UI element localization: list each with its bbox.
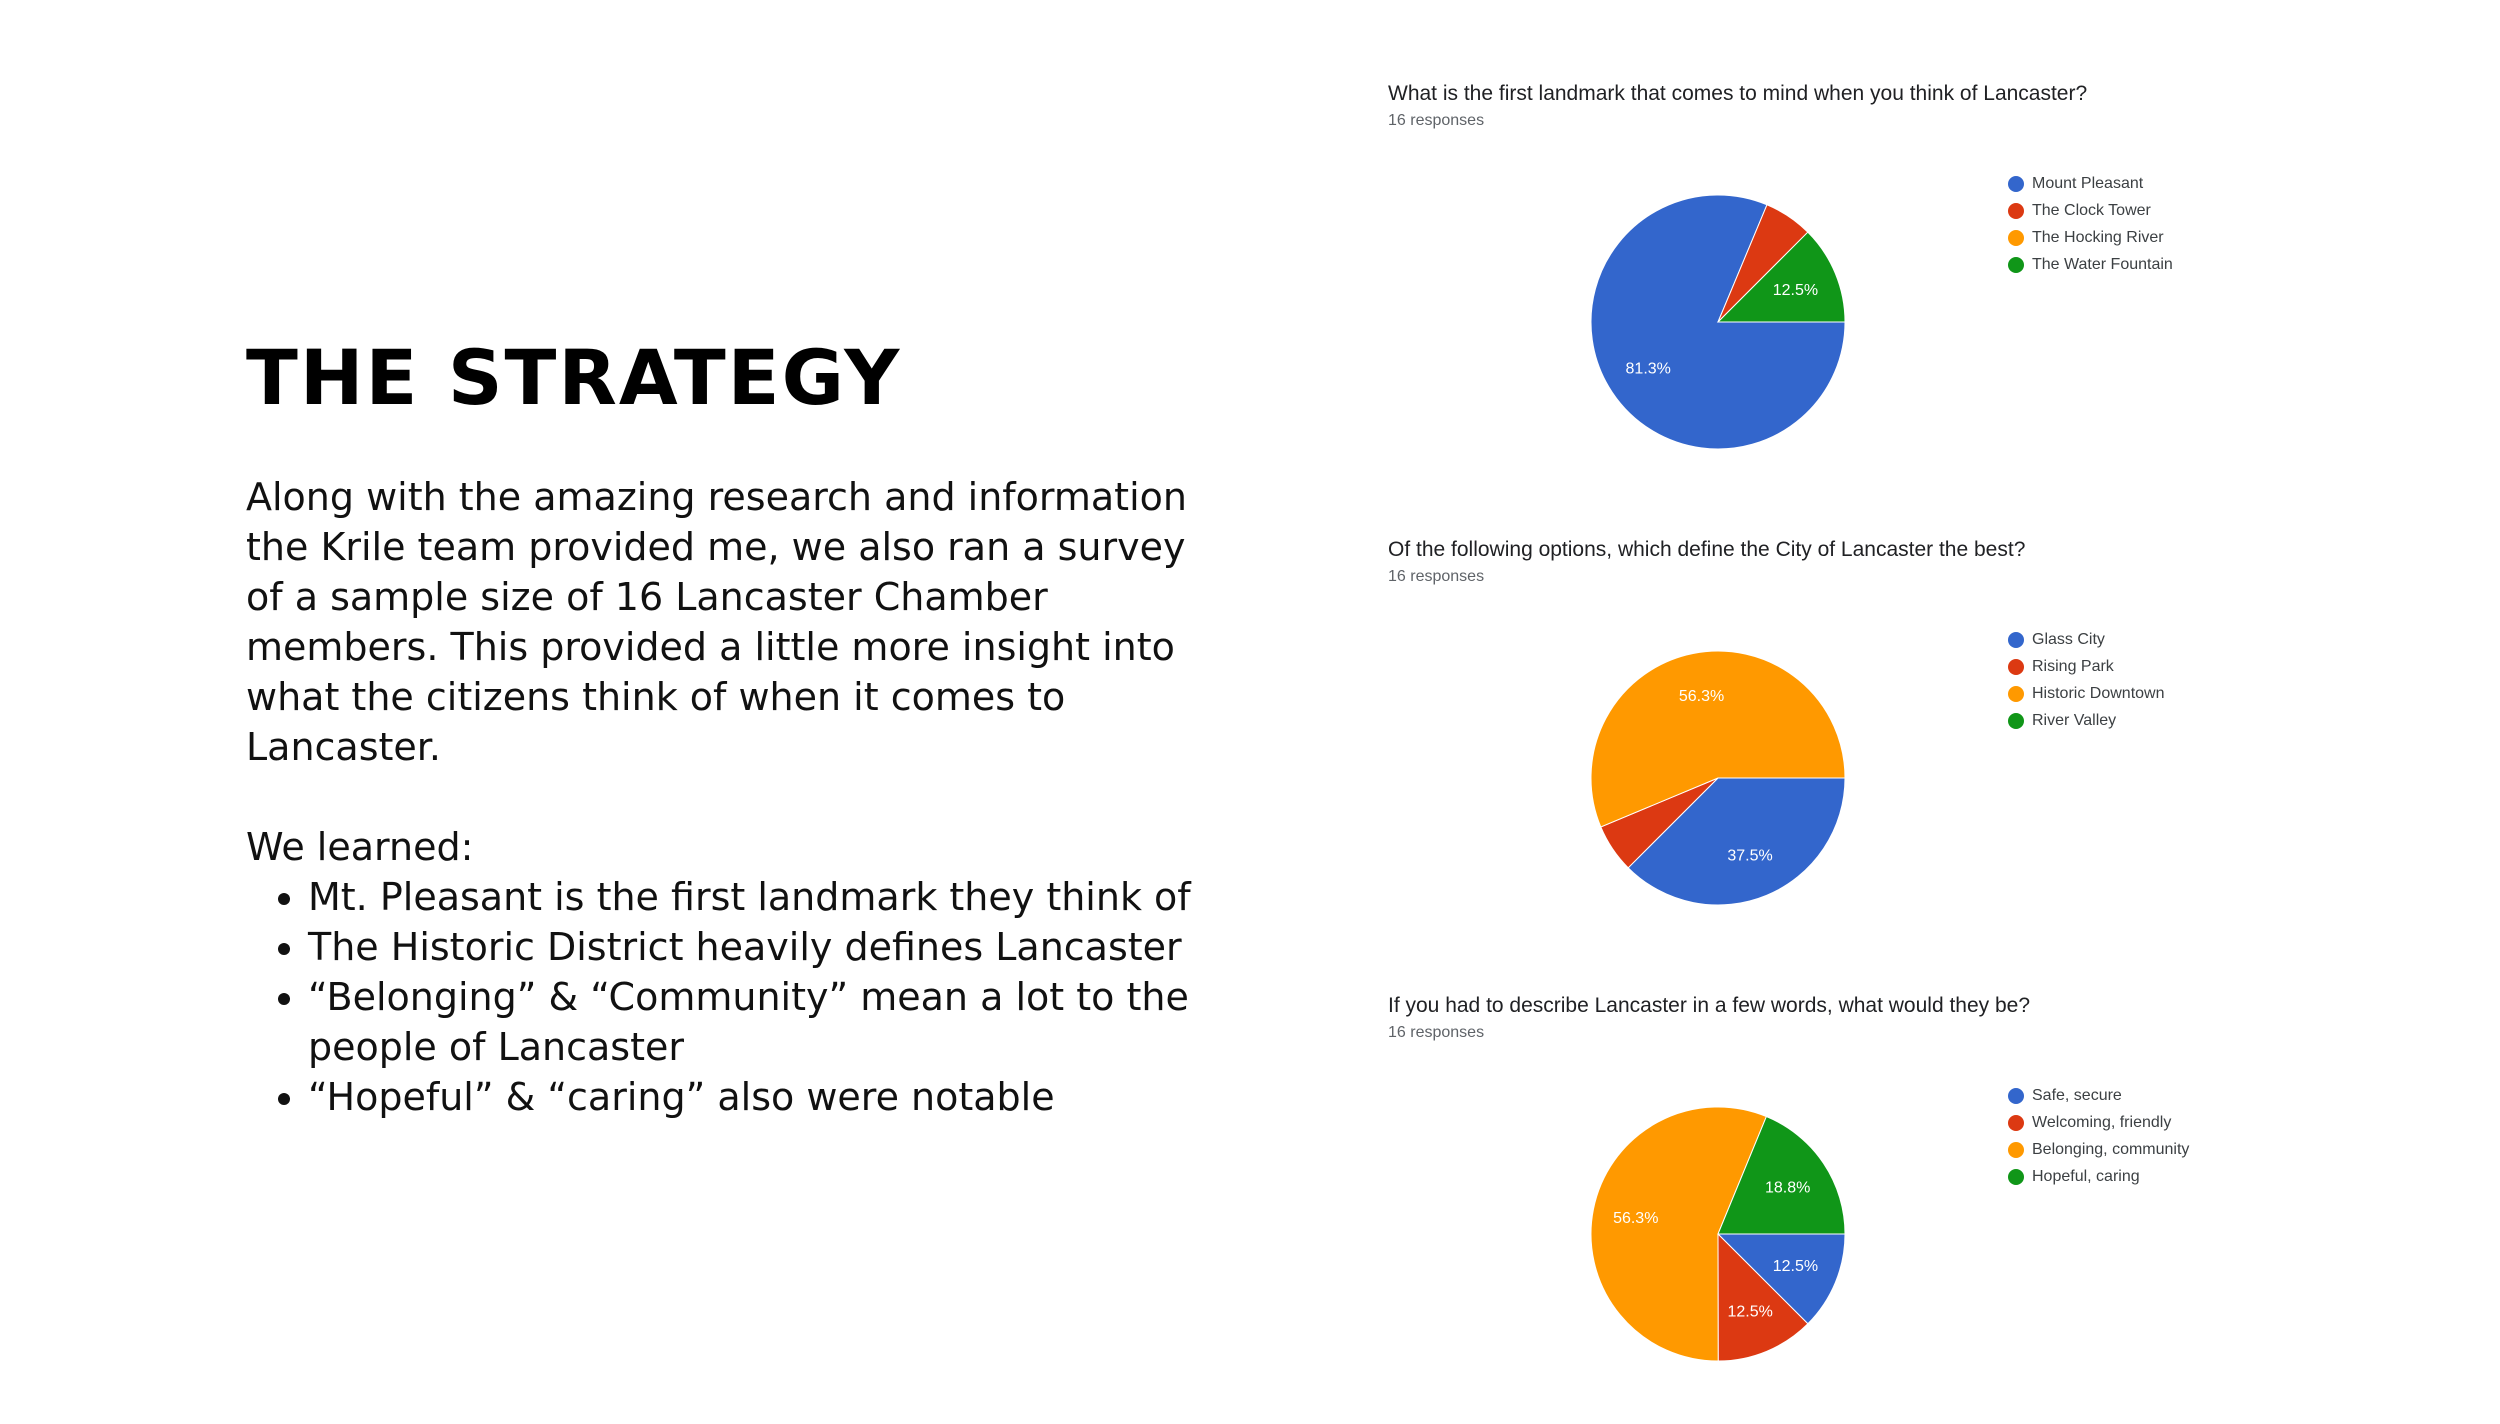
slice-percentage-label: 56.3%	[1613, 1209, 1659, 1227]
finding-item: • Mt. Pleasant is the first landmark they think of	[308, 872, 1226, 922]
legend-item	[2008, 626, 2164, 653]
legend-item	[2008, 1109, 2189, 1136]
legend-item	[2008, 707, 2164, 734]
legend-swatch	[2008, 1115, 2024, 1131]
slice-percentage-label: 56.3%	[1678, 687, 1725, 705]
slice-percentage-label: 12.5%	[1727, 1303, 1773, 1321]
chart-title: What is the first landmark that comes to mind when you think of Lancaster?	[1388, 82, 2088, 105]
finding-item: • The Historic District heavily defines Lancaster	[308, 922, 1226, 972]
legend-swatch	[2008, 659, 2024, 675]
legend-label: The Clock Tower	[2032, 201, 2151, 219]
chart-legend	[2008, 1082, 2189, 1190]
legend-label: The Hocking River	[2032, 228, 2164, 246]
chart-legend	[2008, 170, 2173, 278]
legend-item	[2008, 1136, 2189, 1163]
legend-item	[2008, 197, 2173, 224]
slice-percentage-label: 37.5%	[1727, 847, 1773, 865]
legend-swatch	[2008, 686, 2024, 702]
legend-label: The Water Fountain	[2032, 255, 2173, 273]
legend-swatch	[2008, 1088, 2024, 1104]
slide-title: THE STRATEGY	[246, 333, 902, 422]
legend-swatch	[2008, 1169, 2024, 1185]
legend-label: Rising Park	[2032, 657, 2114, 675]
legend-swatch	[2008, 713, 2024, 729]
pie-chart	[1548, 628, 1888, 928]
legend-label: Historic Downtown	[2032, 684, 2165, 702]
legend-label: Glass City	[2032, 630, 2105, 648]
legend-label: Mount Pleasant	[2032, 174, 2144, 192]
legend-swatch	[2008, 257, 2024, 273]
pie-chart	[1548, 172, 1888, 472]
legend-item	[2008, 251, 2173, 278]
findings-list	[246, 872, 1226, 1122]
legend-item	[2008, 653, 2164, 680]
legend-label: Belonging, community	[2032, 1140, 2190, 1158]
slice-percentage-label: 81.3%	[1625, 360, 1671, 378]
finding-item: • “Hopeful” & “caring” also were notable	[308, 1072, 1226, 1122]
chart-legend	[2008, 626, 2164, 734]
legend-item	[2008, 1082, 2189, 1109]
slice-percentage-label: 12.5%	[1772, 1258, 1819, 1276]
chart-landmark	[1388, 82, 2488, 512]
legend-swatch	[2008, 230, 2024, 246]
intro-paragraph: Along with the amazing research and information the Krile team provided me, we also ran a survey of a sample size of 16 Lancaster Chamber members. This provided a little more insight into what the citizens think of when it comes to Lancaster.	[246, 475, 1187, 769]
chart-describe-words	[1388, 994, 2488, 1424]
legend-swatch	[2008, 632, 2024, 648]
legend-label: Hopeful, caring	[2032, 1167, 2140, 1185]
legend-item	[2008, 224, 2173, 251]
chart-city-definition	[1388, 538, 2488, 968]
chart-response-count: 16 responses	[1388, 1024, 1485, 1041]
legend-item	[2008, 680, 2164, 707]
chart-title: If you had to describe Lancaster in a few words, what would they be?	[1388, 994, 2031, 1017]
pie-chart	[1548, 1084, 1888, 1384]
legend-swatch	[2008, 176, 2024, 192]
chart-response-count: 16 responses	[1388, 112, 1485, 129]
legend-item	[2008, 170, 2173, 197]
chart-response-count: 16 responses	[1388, 568, 1485, 585]
learned-heading: We learned:	[246, 825, 474, 869]
legend-label: Safe, secure	[2032, 1086, 2122, 1104]
legend-swatch	[2008, 203, 2024, 219]
legend-swatch	[2008, 1142, 2024, 1158]
legend-label: Welcoming, friendly	[2032, 1113, 2172, 1131]
finding-item: • “Belonging” & “Community” mean a lot to the people of Lancaster	[308, 972, 1226, 1072]
slide-body	[246, 472, 1226, 1122]
legend-item	[2008, 1163, 2189, 1190]
legend-label: River Valley	[2032, 711, 2117, 729]
slice-percentage-label: 12.5%	[1772, 281, 1819, 299]
slice-percentage-label: 18.8%	[1764, 1179, 1811, 1197]
chart-title: Of the following options, which define the City of Lancaster the best?	[1388, 538, 2026, 561]
